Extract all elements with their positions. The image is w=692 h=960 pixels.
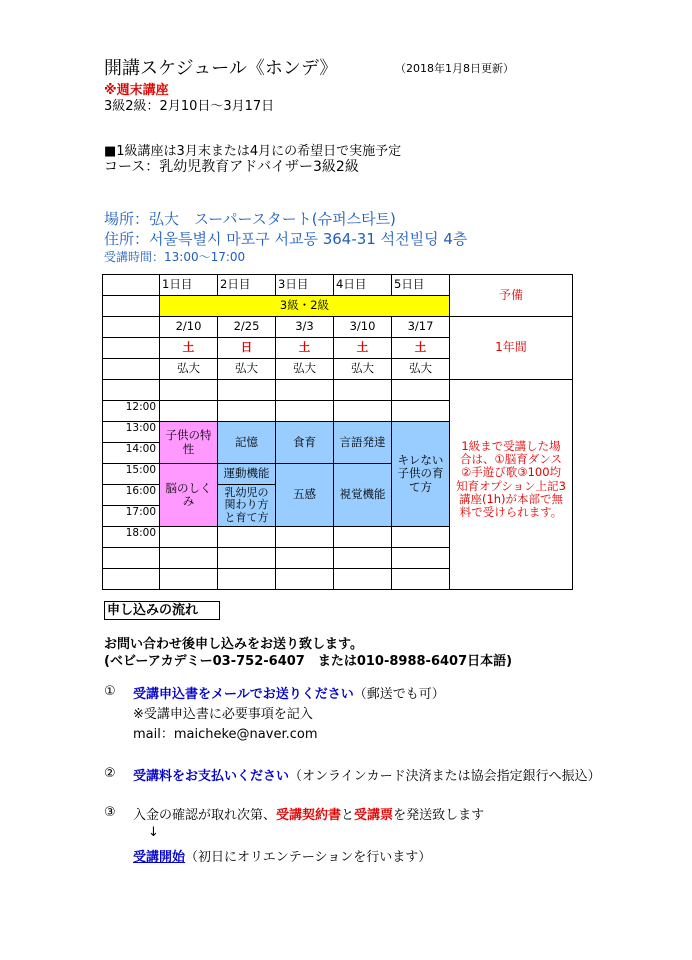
reserve-note [450,380,573,590]
reserve-header: 予備 [450,275,573,317]
flow-heading: 申し込みの流れ [104,601,220,620]
subject-cell: 子供の特性 [160,422,218,464]
weekday-cell: 土 [276,338,334,359]
empty-cell [160,548,218,569]
empty-cell [334,527,392,548]
one-year-cell: 1年間 [450,317,573,380]
empty-cell [160,569,218,590]
empty-cell [218,527,276,548]
time-cell: 18:00 [103,527,160,548]
empty-cell [218,548,276,569]
date-cell: 3/10 [334,317,392,338]
start-label: 受講開始 [133,850,186,865]
empty-cell [276,527,334,548]
weekday-cell: 日 [218,338,276,359]
step3-ticket: 受講票 [354,808,394,823]
level1-note: ■1級講座は3月末または4月にの希望日で実施予定 [104,144,402,159]
empty-cell [392,548,450,569]
address-label: 住所： [104,230,150,248]
date-cell: 2/10 [160,317,218,338]
start-line [133,846,431,865]
subject-cell [392,422,450,527]
day-header: 3日目 [276,275,334,296]
step2-number: ② [104,766,116,781]
empty-cell [334,548,392,569]
step3-text-a: 入金の確認が取れ次第、 [133,808,277,823]
subject-cell: 食育 [276,422,334,464]
date-cell: 2/25 [218,317,276,338]
empty-cell [334,401,392,422]
empty-cell [103,296,160,317]
time-cell: 12:00 [103,401,160,422]
updated-date: （2018年1月8日更新） [395,62,514,75]
course-text: コース：乳幼児教育アドバイザー3級2級 [104,159,359,175]
place-cell: 弘大 [276,359,334,380]
step3-number: ③ [104,805,116,820]
empty-cell [160,401,218,422]
day-header: 5日目 [392,275,450,296]
reserve-note-text: 1級まで受講した場合は、①脳育ダンス②手遊び歌③100均知育オプション上記3講座(1h)が本部で無料で受けられます。 [456,439,566,520]
subject-cell: 言語発達 [334,422,392,464]
empty-cell [103,317,160,338]
step1-mail[interactable]: mail：maicheke@naver.com [133,727,318,742]
subject-cell: 記憶 [218,422,276,464]
day5-subject: キレない子供の育て方 [397,453,444,494]
date-cell: 3/17 [392,317,450,338]
empty-cell [218,401,276,422]
page-title: 開講スケジュール《ホンデ》 [104,58,338,79]
subject-cell: 五感 [276,464,334,527]
period-text: 3級2級：2月10日～3月17日 [104,99,275,114]
flow-contact: (ベビーアカデミー03-752-6407 または010-8988-6407日本語) [104,654,513,669]
time-cell: 13:00 [103,422,160,443]
empty-cell [103,569,160,590]
venue-hours: 受講時間：13:00～17:00 [104,250,246,264]
step2-main: 受講料をお支払いください [133,769,290,784]
subject-cell: 視覚機能 [334,464,392,527]
step1-sub: （郵送でも可） [353,687,445,702]
flow-intro: お問い合わせ後申し込みをお送り致します。 [104,637,363,652]
empty-cell [276,569,334,590]
step1-note: ※受講申込書に必要事項を記入 [133,707,313,722]
corner-cell [103,275,160,296]
time-cell: 14:00 [103,443,160,464]
empty-cell [103,338,160,359]
step3-contract: 受講契約書 [276,808,342,823]
step1-line [133,683,445,702]
step3-line [133,804,484,823]
subject-cell [218,485,276,527]
day-header: 2日目 [218,275,276,296]
place-cell: 弘大 [334,359,392,380]
day-header: 4日目 [334,275,392,296]
level-cell: 3級・2級 [160,296,450,317]
weekday-cell: 土 [392,338,450,359]
arrow-down-icon: ↓ [148,825,159,840]
time-cell: 15:00 [103,464,160,485]
step2-sub: （オンラインカード決済または協会指定銀行へ振込） [289,769,601,784]
empty-cell [103,548,160,569]
address-text: 서울특별시 마포구 서교동 364-31 석전빌딩 4층 [149,230,468,248]
weekend-label: ※週末講座 [104,83,169,98]
empty-cell [160,527,218,548]
venue-place: 場所：弘大 スーパースタート(슈퍼스타트) [104,210,396,228]
empty-cell [392,401,450,422]
step1-main: 受講申込書をメールでお送りください [133,687,354,702]
subject-cell: 運動機能 [218,464,276,485]
empty-cell [334,380,392,401]
schedule-table [102,274,573,590]
weekday-cell: 土 [334,338,392,359]
step2-line [133,765,601,784]
empty-cell [276,548,334,569]
empty-cell [276,401,334,422]
subject-text: 乳幼児の関わり方と育て方 [224,485,269,524]
venue-address [104,228,467,249]
place-cell: 弘大 [392,359,450,380]
empty-cell [218,569,276,590]
step3-text-c: と [341,808,355,823]
empty-cell [103,359,160,380]
time-cell: 16:00 [103,485,160,506]
time-cell: 17:00 [103,506,160,527]
start-sub: （初日にオリエンテーションを行います） [185,850,432,865]
step1-number: ① [104,684,116,699]
empty-cell [103,380,160,401]
empty-cell [392,569,450,590]
day-header: 1日目 [160,275,218,296]
empty-cell [218,380,276,401]
empty-cell [392,527,450,548]
empty-cell [334,569,392,590]
step3-text-e: を発送致します [393,808,485,823]
subject-cell: 脳のしくみ [160,464,218,527]
empty-cell [392,380,450,401]
weekday-cell: 土 [160,338,218,359]
empty-cell [160,380,218,401]
place-cell: 弘大 [160,359,218,380]
date-cell: 3/3 [276,317,334,338]
place-cell: 弘大 [218,359,276,380]
empty-cell [276,380,334,401]
